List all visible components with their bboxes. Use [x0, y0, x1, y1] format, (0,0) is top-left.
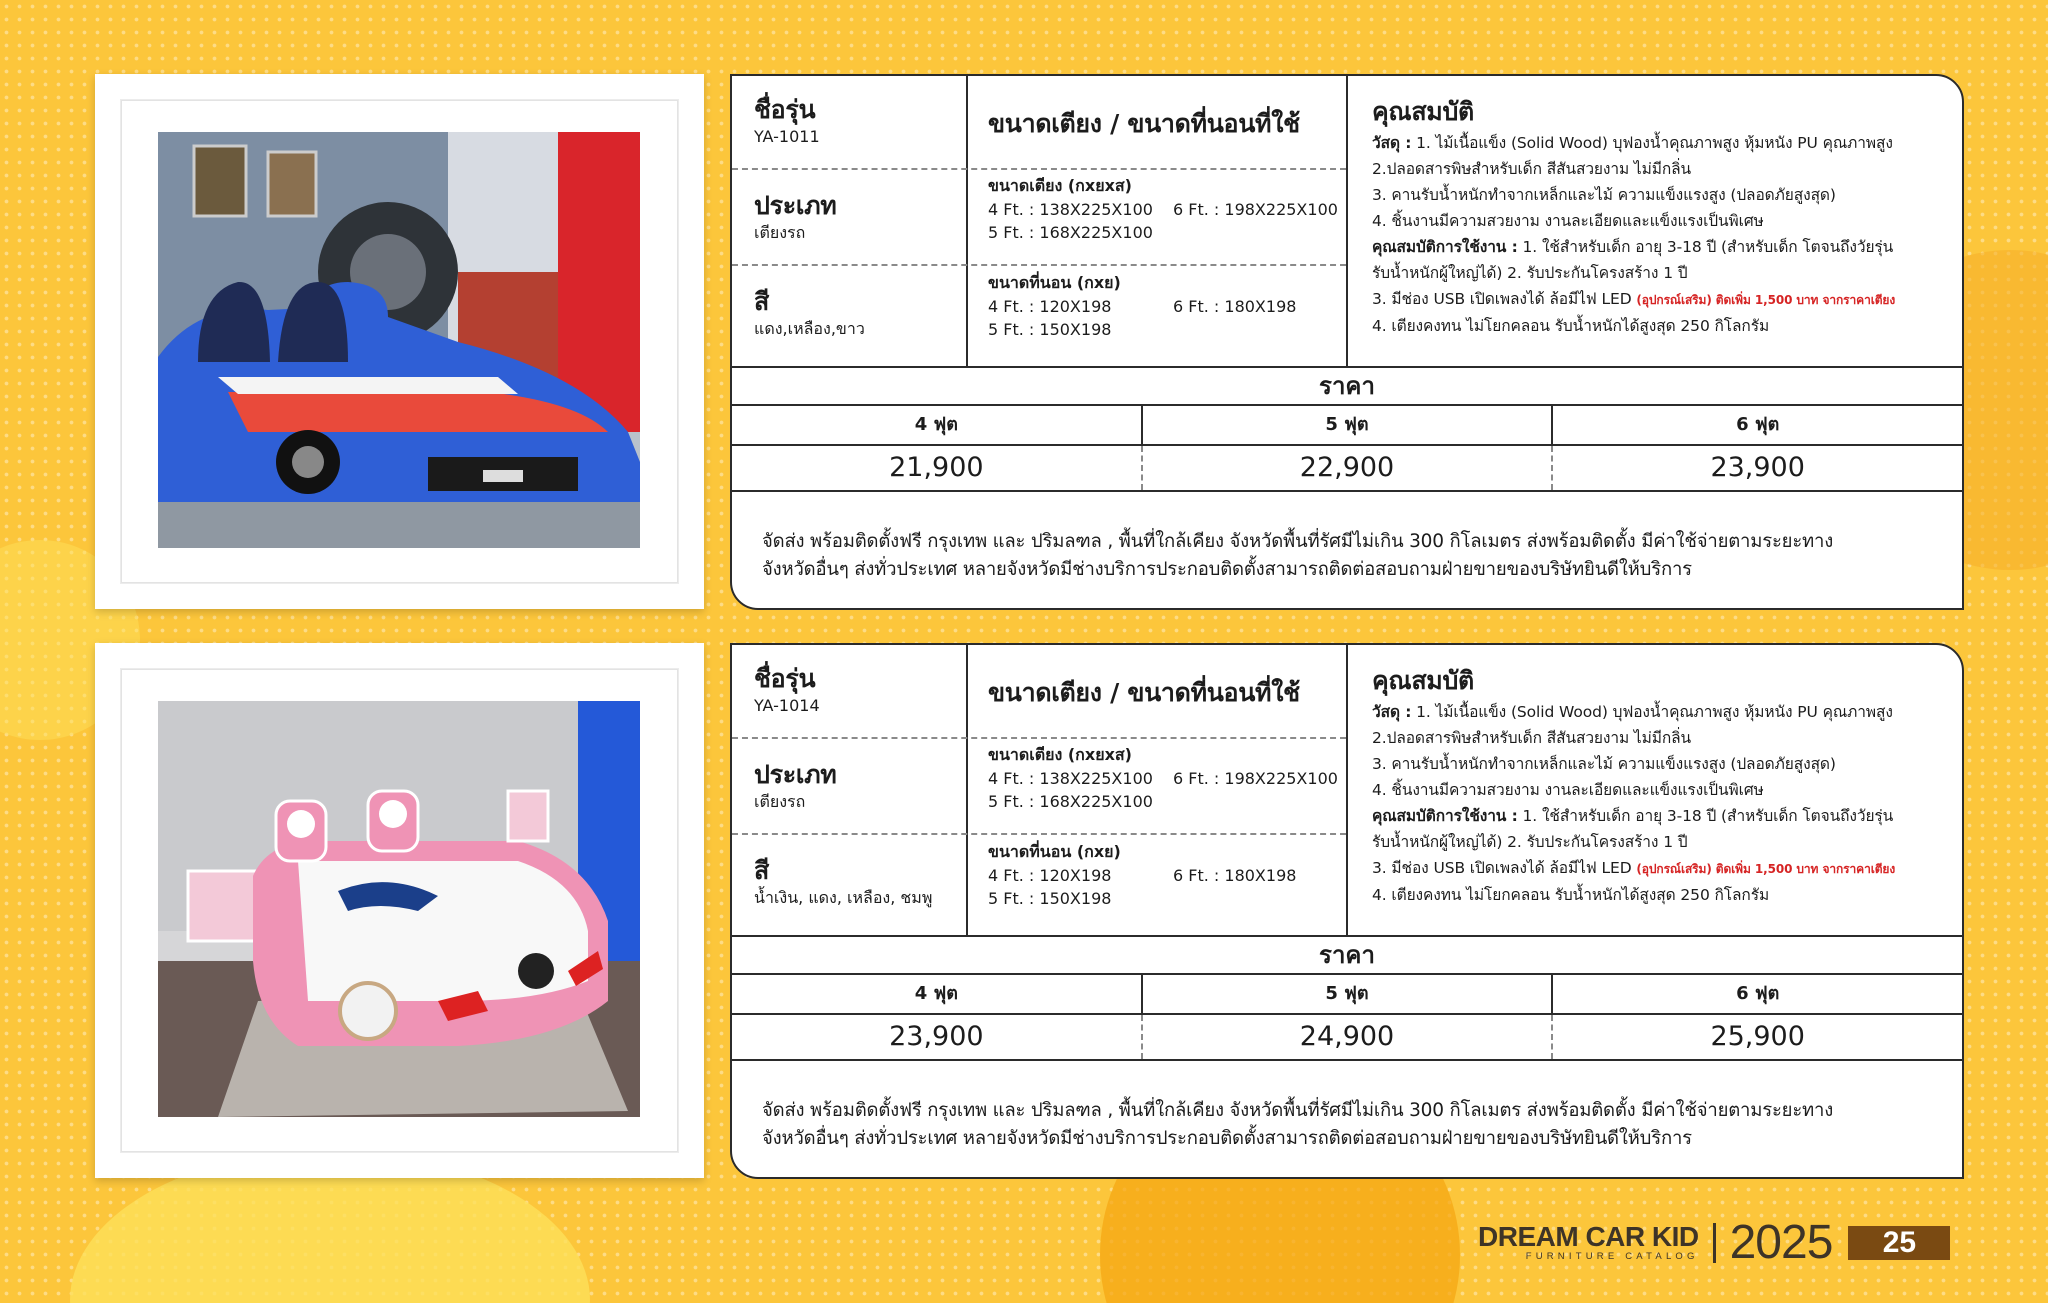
prop-line: 3. คานรับน้ำหนักทำจากเหล็กและไม้ ความแข็งแรงสูง (ปลอดภัยสูงสุด)	[1372, 755, 1836, 773]
addon-note: (อุปกรณ์เสริม) ติดเพิ่ม 1,500 บาท จากราคาเตียง	[1636, 862, 1896, 876]
price-size-4ft: 4 ฟุต	[914, 414, 958, 435]
catalog-footer	[1478, 1218, 1950, 1268]
brand-name: DREAM CAR KID	[1478, 1221, 1699, 1252]
price-table	[732, 366, 1962, 492]
product-photo-blue-car-bed	[158, 132, 640, 548]
material-label: วัสดุ :	[1372, 134, 1412, 152]
delivery-note-line: จังหวัดอื่นๆ ส่งทั่วประเทศ หลายจังหวัดมีช่างบริการประกอบติดตั้งสามารถติดต่อสอบถามฝ่ายขายของบริษัทยินดีให้บริการ	[762, 559, 1692, 580]
delivery-note-line: จัดส่ง พร้อมติดตั้งฟรี กรุงเทพ และ ปริมลฑล , พื้นที่ใกล้เคียง จังหวัดพื้นที่รัศมีไม่เกิน 300 กิโลเมตร ส่งพร้อมติดตั้ง มีค่าใช้จ่ายตามระยะทาง	[762, 1100, 1834, 1121]
color-value: น้ำเงิน, แดง, เหลือง, ชมพู	[754, 888, 933, 907]
mattress-size-5ft: 5 Ft. : 150X198	[988, 320, 1112, 339]
divider	[1713, 1223, 1716, 1263]
mattress-size-heading: ขนาดที่นอน (กxย)	[988, 842, 1121, 861]
mattress-size-6ft: 6 Ft. : 180X198	[1173, 297, 1297, 316]
product-spec-card	[730, 74, 1964, 610]
addon-note: (อุปกรณ์เสริม) ติดเพิ่ม 1,500 บาท จากราคาเตียง	[1636, 293, 1896, 307]
bed-size-heading: ขนาดเตียง (กxยxส)	[988, 745, 1132, 764]
prop-line: 4. เตียงคงทน ไม่โยกคลอน รับน้ำหนักได้สูงสุด 250 กิโลกรัม	[1372, 886, 1770, 904]
props-header: คุณสมบัติ	[1372, 666, 1474, 695]
brand-logo	[1478, 1223, 1699, 1263]
model-number: YA-1011	[754, 127, 820, 146]
color-label: สี	[754, 287, 769, 316]
bed-size-4ft: 4 Ft. : 138X225X100	[988, 200, 1153, 219]
prop-line: รับน้ำหนักผู้ใหญ่ได้) 2. รับประกันโครงสร้าง 1 ปี	[1372, 833, 1688, 851]
prop-line: 2.ปลอดสารพิษสำหรับเด็ก สีสันสวยงาม ไม่มีกลิ่น	[1372, 729, 1692, 747]
price-value-5ft: 22,900	[1141, 446, 1552, 490]
usage-label: คุณสมบัติการใช้งาน :	[1372, 807, 1518, 825]
price-value-4ft: 21,900	[889, 452, 984, 483]
prop-line: 1. ใช้สำหรับเด็ก อายุ 3-18 ปี (สำหรับเด็ก โตจนถึงวัยรุ่น	[1517, 807, 1894, 825]
product-photo-frame	[95, 74, 704, 609]
type-label: ประเภท	[754, 191, 837, 220]
price-table	[732, 935, 1962, 1061]
bed-size-4ft: 4 Ft. : 138X225X100	[988, 769, 1153, 788]
type-value: เตียงรถ	[754, 223, 806, 242]
type-value: เตียงรถ	[754, 792, 806, 811]
usage-label: คุณสมบัติการใช้งาน :	[1372, 238, 1518, 256]
price-size-5ft: 5 ฟุต	[1141, 975, 1552, 1013]
product-photo-frame	[95, 643, 704, 1178]
model-label: ชื่อรุ่น	[754, 95, 816, 124]
material-label: วัสดุ :	[1372, 703, 1412, 721]
price-size-6ft: 6 ฟุต	[1551, 975, 1962, 1013]
delivery-note	[762, 1097, 1942, 1153]
size-header: ขนาดเตียง / ขนาดที่นอนที่ใช้	[988, 678, 1300, 707]
mattress-size-heading: ขนาดที่นอน (กxย)	[988, 273, 1121, 292]
mattress-size-4ft: 4 Ft. : 120X198	[988, 297, 1112, 316]
catalog-year: 2025	[1729, 1216, 1833, 1269]
product-spec-card	[730, 643, 1964, 1179]
delivery-note-line: จัดส่ง พร้อมติดตั้งฟรี กรุงเทพ และ ปริมลฑล , พื้นที่ใกล้เคียง จังหวัดพื้นที่รัศมีไม่เกิน 300 กิโลเมตร ส่งพร้อมติดตั้ง มีค่าใช้จ่ายตามระยะทาง	[762, 531, 1834, 552]
prop-line: 4. ชิ้นงานมีความสวยงาม งานละเอียดและแข็งแรงเป็นพิเศษ	[1372, 781, 1764, 799]
size-header: ขนาดเตียง / ขนาดที่นอนที่ใช้	[988, 109, 1300, 138]
delivery-note	[762, 528, 1942, 584]
price-value-6ft: 25,900	[1551, 1015, 1962, 1059]
price-title: ราคา	[732, 935, 1962, 975]
prop-line: 3. มีช่อง USB เปิดเพลงได้ ล้อมีไฟ LED	[1372, 859, 1637, 877]
brand-subtitle: FURNITURE CATALOG	[1525, 1251, 1699, 1262]
price-title: ราคา	[732, 366, 1962, 406]
page-number: 25	[1848, 1226, 1950, 1260]
color-value: แดง,เหลือง,ขาว	[754, 319, 865, 338]
prop-line: 2.ปลอดสารพิษสำหรับเด็ก สีสันสวยงาม ไม่มีกลิ่น	[1372, 160, 1692, 178]
color-label: สี	[754, 856, 769, 885]
price-size-6ft: 6 ฟุต	[1551, 406, 1962, 444]
price-value-5ft: 24,900	[1141, 1015, 1552, 1059]
mattress-size-6ft: 6 Ft. : 180X198	[1173, 866, 1297, 885]
props-header: คุณสมบัติ	[1372, 97, 1474, 126]
model-number: YA-1014	[754, 696, 820, 715]
price-value-4ft: 23,900	[889, 1021, 984, 1052]
prop-line: 4. ชิ้นงานมีความสวยงาม งานละเอียดและแข็งแรงเป็นพิเศษ	[1372, 212, 1764, 230]
product-photo-pink-car-bed	[158, 701, 640, 1117]
mattress-size-5ft: 5 Ft. : 150X198	[988, 889, 1112, 908]
type-label: ประเภท	[754, 760, 837, 789]
bed-size-heading: ขนาดเตียง (กxยxส)	[988, 176, 1132, 195]
prop-line: รับน้ำหนักผู้ใหญ่ได้) 2. รับประกันโครงสร้าง 1 ปี	[1372, 264, 1688, 282]
prop-line: 3. คานรับน้ำหนักทำจากเหล็กและไม้ ความแข็งแรงสูง (ปลอดภัยสูงสุด)	[1372, 186, 1836, 204]
prop-line: 1. ไม้เนื้อแข็ง (Solid Wood) บุฟองน้ำคุณภาพสูง หุ้มหนัง PU คุณภาพสูง	[1411, 134, 1893, 152]
price-size-4ft: 4 ฟุต	[914, 983, 958, 1004]
prop-line: 1. ไม้เนื้อแข็ง (Solid Wood) บุฟองน้ำคุณภาพสูง หุ้มหนัง PU คุณภาพสูง	[1411, 703, 1893, 721]
model-label: ชื่อรุ่น	[754, 664, 816, 693]
mattress-size-4ft: 4 Ft. : 120X198	[988, 866, 1112, 885]
prop-line: 1. ใช้สำหรับเด็ก อายุ 3-18 ปี (สำหรับเด็ก โตจนถึงวัยรุ่น	[1517, 238, 1894, 256]
bed-size-5ft: 5 Ft. : 168X225X100	[988, 792, 1153, 811]
delivery-note-line: จังหวัดอื่นๆ ส่งทั่วประเทศ หลายจังหวัดมีช่างบริการประกอบติดตั้งสามารถติดต่อสอบถามฝ่ายขายของบริษัทยินดีให้บริการ	[762, 1128, 1692, 1149]
bed-size-5ft: 5 Ft. : 168X225X100	[988, 223, 1153, 242]
bed-size-6ft: 6 Ft. : 198X225X100	[1173, 200, 1338, 219]
prop-line: 3. มีช่อง USB เปิดเพลงได้ ล้อมีไฟ LED	[1372, 290, 1637, 308]
price-size-5ft: 5 ฟุต	[1141, 406, 1552, 444]
prop-line: 4. เตียงคงทน ไม่โยกคลอน รับน้ำหนักได้สูงสุด 250 กิโลกรัม	[1372, 317, 1770, 335]
price-value-6ft: 23,900	[1551, 446, 1962, 490]
bed-size-6ft: 6 Ft. : 198X225X100	[1173, 769, 1338, 788]
